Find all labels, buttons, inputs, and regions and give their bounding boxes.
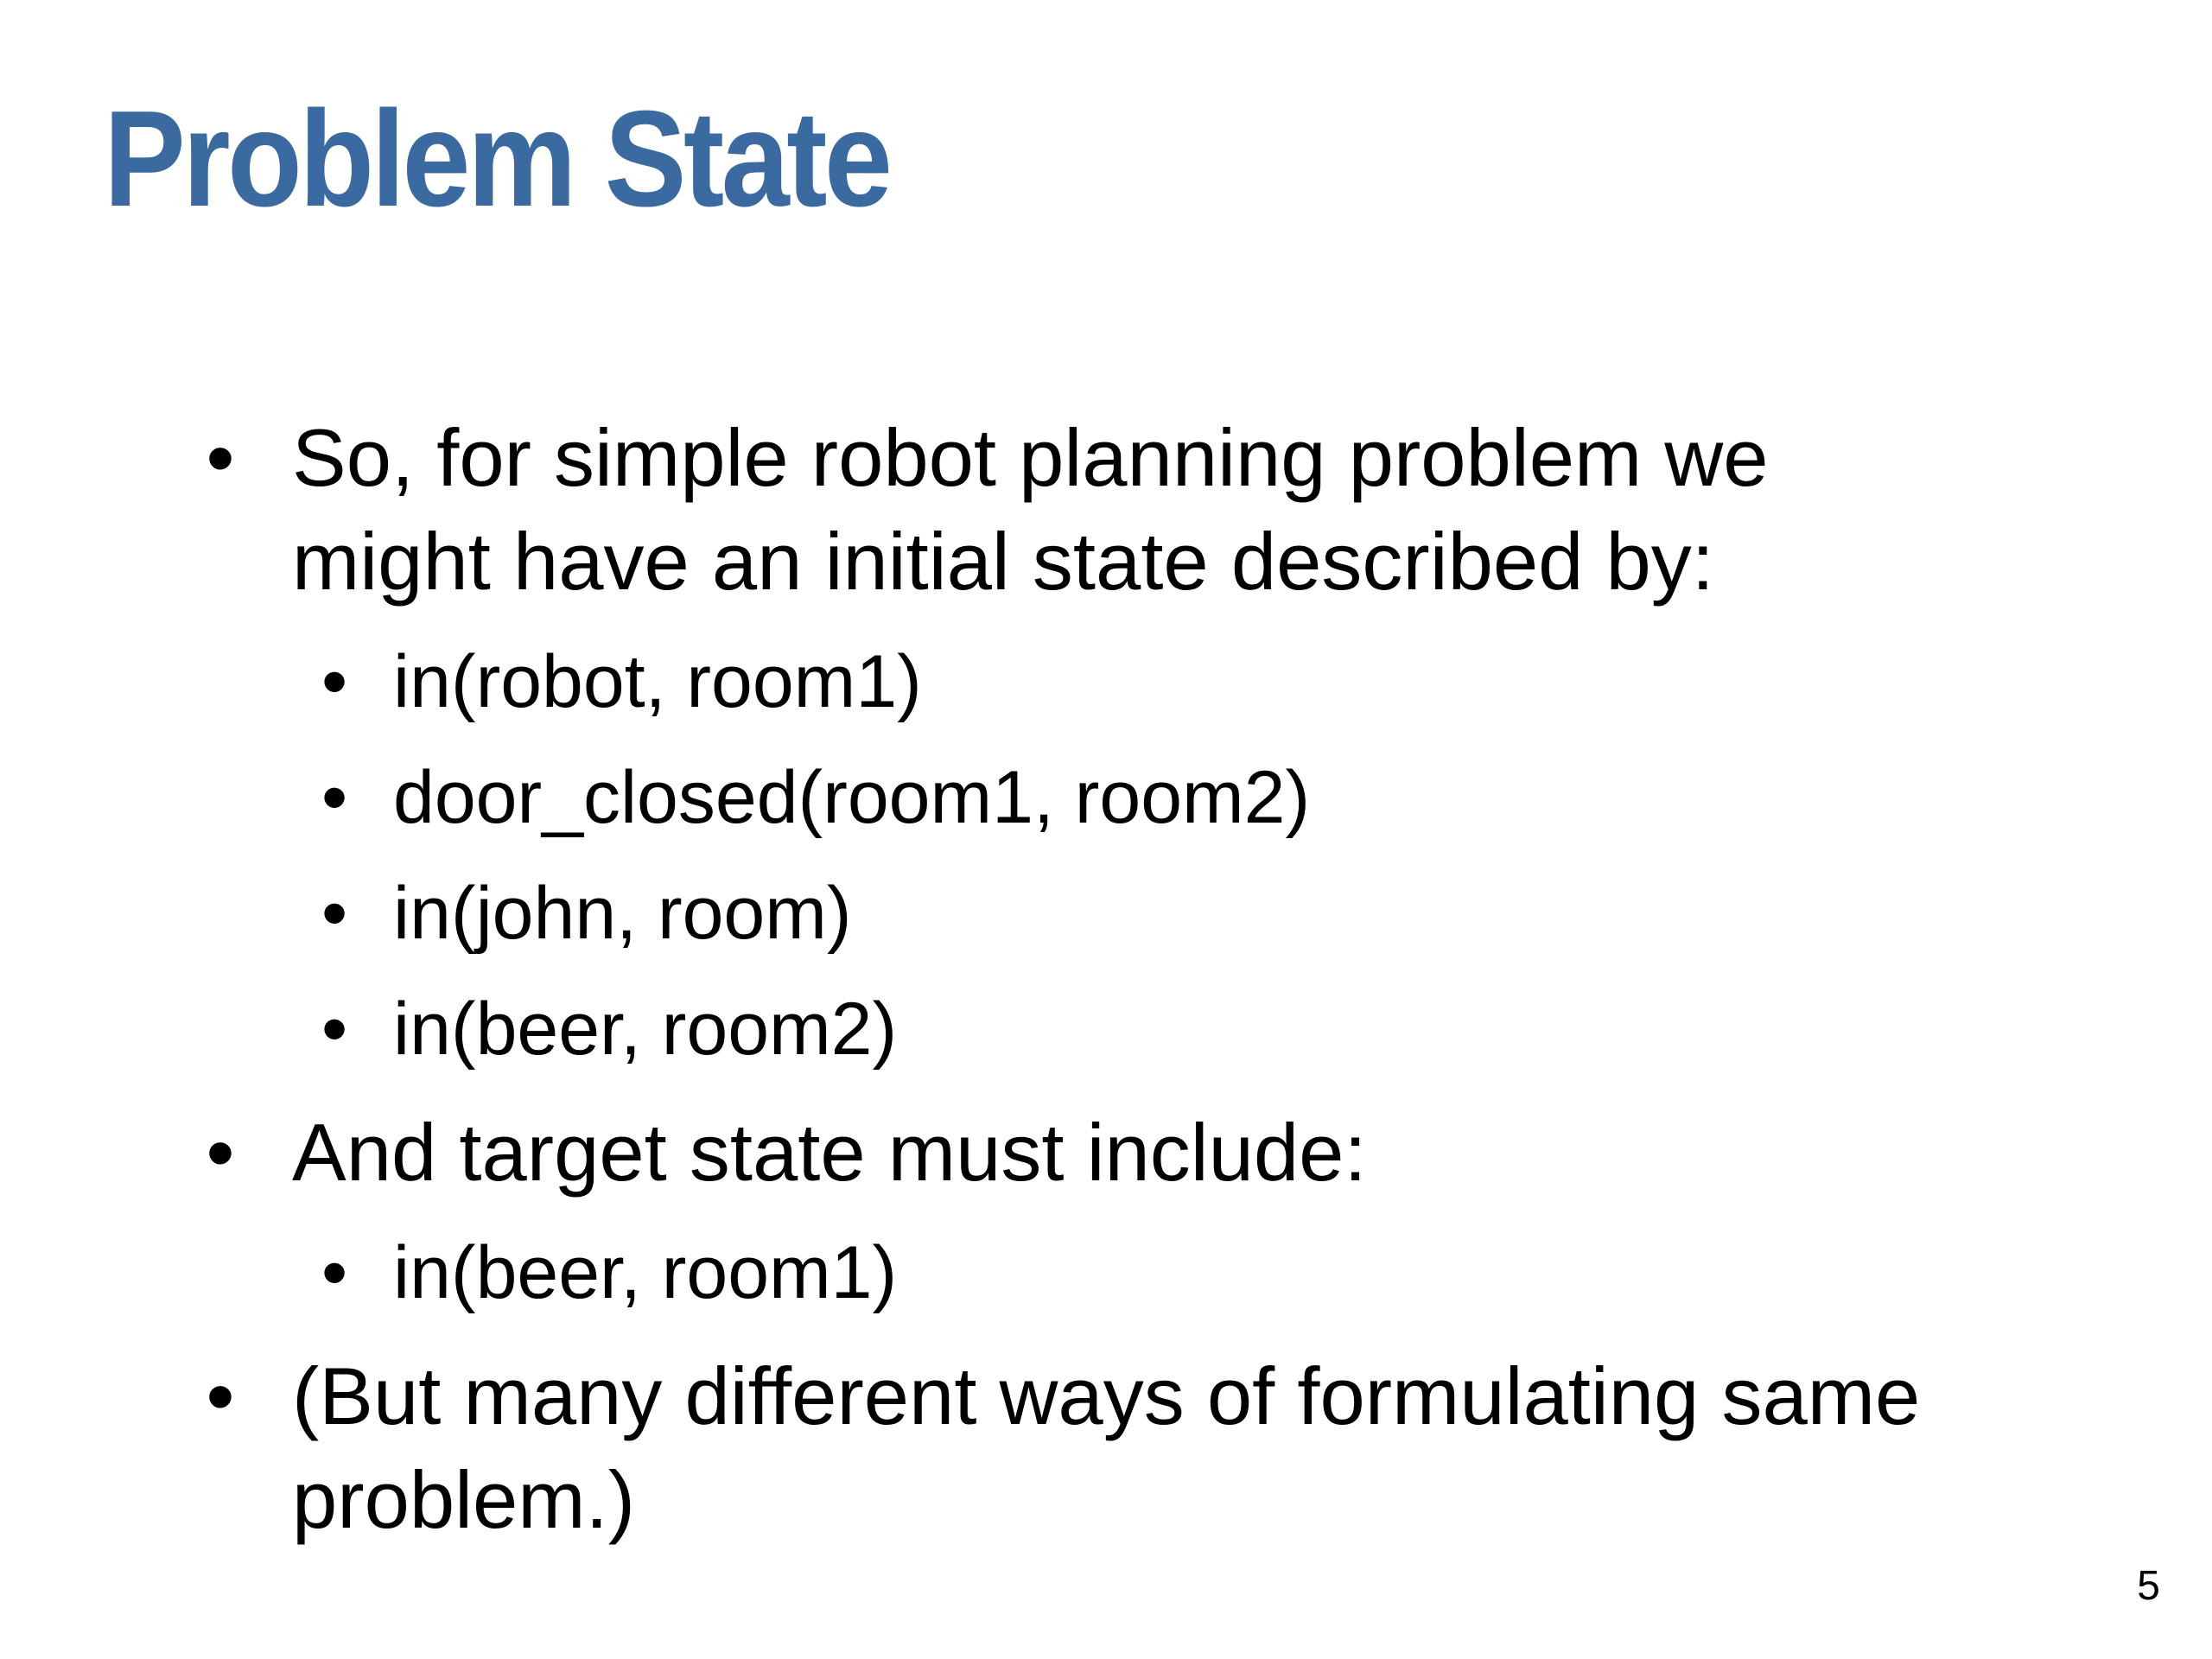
page-number: 5: [2137, 1563, 2160, 1609]
sub-bullet-text: in(beer, room2): [393, 988, 898, 1071]
sub-bullet-marker: •: [321, 872, 348, 955]
bullet-text-line: problem.): [292, 1454, 636, 1545]
bullet-item: [199, 406, 2152, 613]
bullet-text: [292, 1344, 2152, 1552]
sub-bullet-marker: •: [321, 988, 348, 1071]
bullet-marker: •: [206, 1351, 235, 1441]
sub-bullet-text: in(john, room): [393, 872, 852, 955]
sub-bullet-item: [199, 1225, 2152, 1320]
bullet-marker: •: [206, 1107, 235, 1198]
sub-bullet-item: [199, 982, 2152, 1077]
bullet-text-line: (But many different ways of formulating same: [292, 1351, 1921, 1441]
bullet-text: And target state must include:: [292, 1107, 1367, 1198]
sub-bullet-marker: •: [321, 640, 348, 723]
slide-title: Problem State: [104, 83, 890, 235]
bullet-text: [292, 406, 2152, 613]
sub-bullet-text: door_closed(room1, room2): [393, 756, 1311, 839]
bullet-item: [199, 1101, 2152, 1205]
sub-bullet-item: [199, 634, 2152, 729]
sub-bullet-item: [199, 866, 2152, 961]
sub-bullet-marker: •: [321, 1231, 348, 1314]
bullet-item: [199, 1344, 2152, 1552]
bullet-text-line: might have an initial state described by:: [292, 516, 1714, 607]
bullet-marker: •: [206, 412, 235, 503]
sub-bullet-item: [199, 750, 2152, 845]
bullet-list: [199, 406, 2152, 1552]
bullet-text-line: So, for simple robot planning problem we: [292, 412, 1769, 503]
sub-bullet-text: in(beer, room1): [393, 1231, 898, 1314]
sub-bullet-text: in(robot, room1): [393, 640, 922, 723]
sub-bullet-marker: •: [321, 756, 348, 839]
